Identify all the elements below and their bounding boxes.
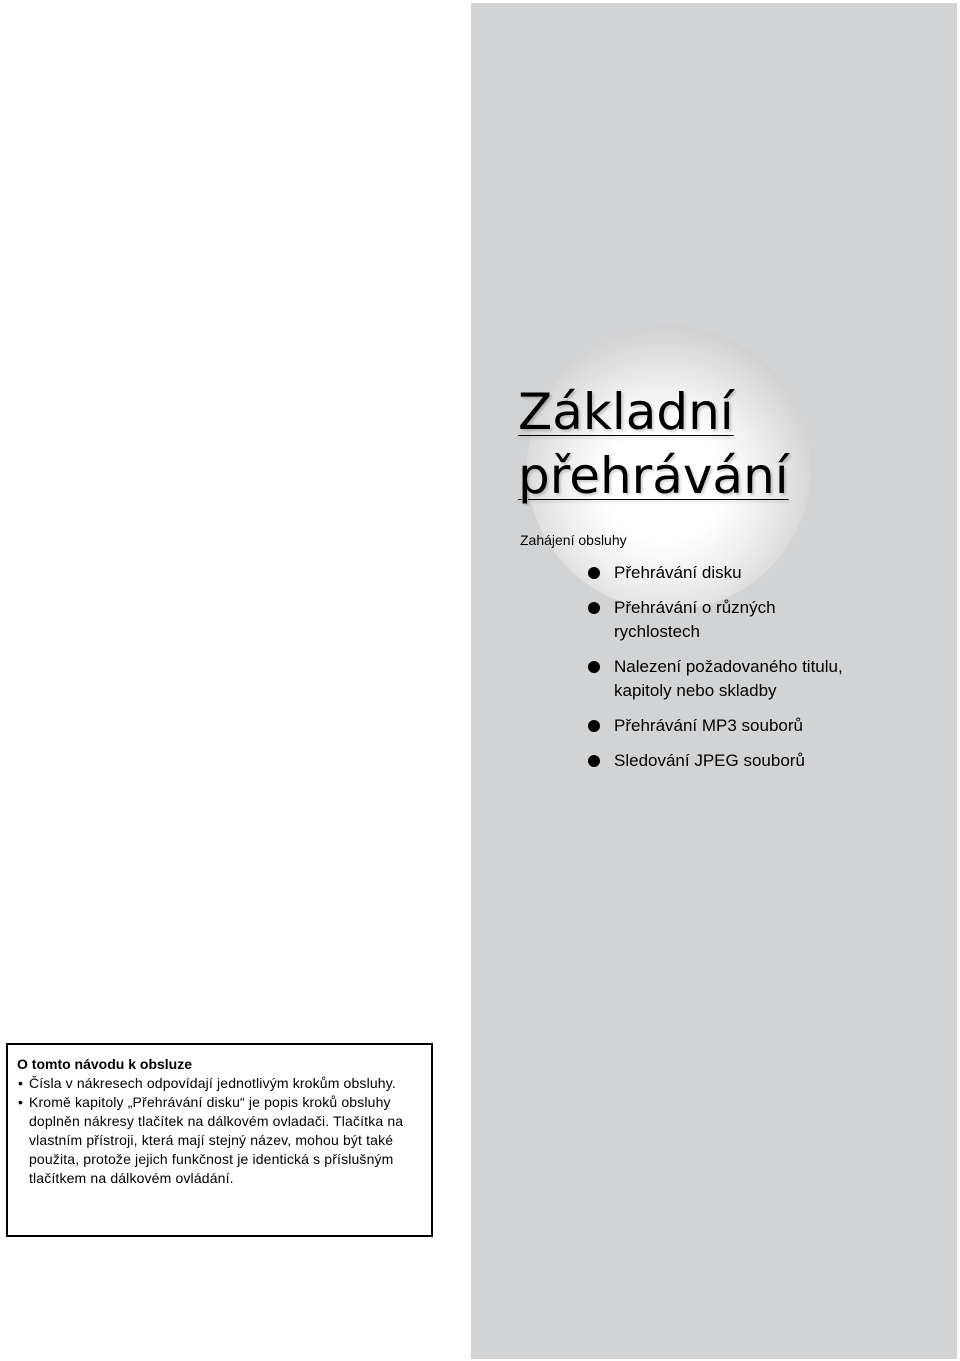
topic-text: Přehrávání disku bbox=[614, 563, 742, 582]
bullet-icon: • bbox=[18, 1094, 24, 1110]
page-title bbox=[518, 380, 789, 508]
topic-text-continued: kapitoly nebo skladby bbox=[614, 681, 777, 700]
info-box-heading: O tomto návodu k obsluze bbox=[17, 1056, 193, 1072]
info-item-text: Kromě kapitoly „Přehrávání disku“ je popis kroků obsluhy doplněn nákresy tlačítek na dálkovém ovladači. Tlačítka na vlastním přístroji, která mají stejný název, mohou být také použita, protože jejich funkčnost je identická s příslušným tlačítkem na dálkovém ovládání. bbox=[29, 1094, 404, 1186]
bullet-dot-icon bbox=[588, 755, 600, 767]
bullet-dot-icon bbox=[588, 661, 600, 673]
topic-text: Přehrávání o různých bbox=[614, 598, 776, 617]
topic-list bbox=[588, 561, 928, 784]
topic-text: Přehrávání MP3 souborů bbox=[614, 716, 803, 735]
topic-text: Nalezení požadovaného titulu, bbox=[614, 657, 843, 676]
page-subtitle: Zahájení obsluhy bbox=[520, 532, 627, 548]
topic-item bbox=[588, 561, 928, 585]
page-title-line-2: přehrávání bbox=[518, 447, 789, 505]
manual-info-box bbox=[6, 1043, 433, 1237]
bullet-dot-icon bbox=[588, 567, 600, 579]
info-item bbox=[17, 1093, 423, 1188]
topic-item bbox=[588, 714, 928, 738]
bullet-dot-icon bbox=[588, 602, 600, 614]
topic-item bbox=[588, 749, 928, 773]
page-title-line-1: Základní bbox=[518, 383, 734, 441]
topic-text-continued: rychlostech bbox=[614, 622, 700, 641]
info-item-text: Čísla v nákresech odpovídají jednotlivým krokům obsluhy. bbox=[29, 1075, 396, 1091]
bullet-dot-icon bbox=[588, 720, 600, 732]
topic-item bbox=[588, 596, 928, 644]
topic-item bbox=[588, 655, 928, 703]
info-item bbox=[17, 1074, 423, 1093]
topic-text: Sledování JPEG souborů bbox=[614, 751, 805, 770]
bullet-icon: • bbox=[18, 1075, 24, 1091]
